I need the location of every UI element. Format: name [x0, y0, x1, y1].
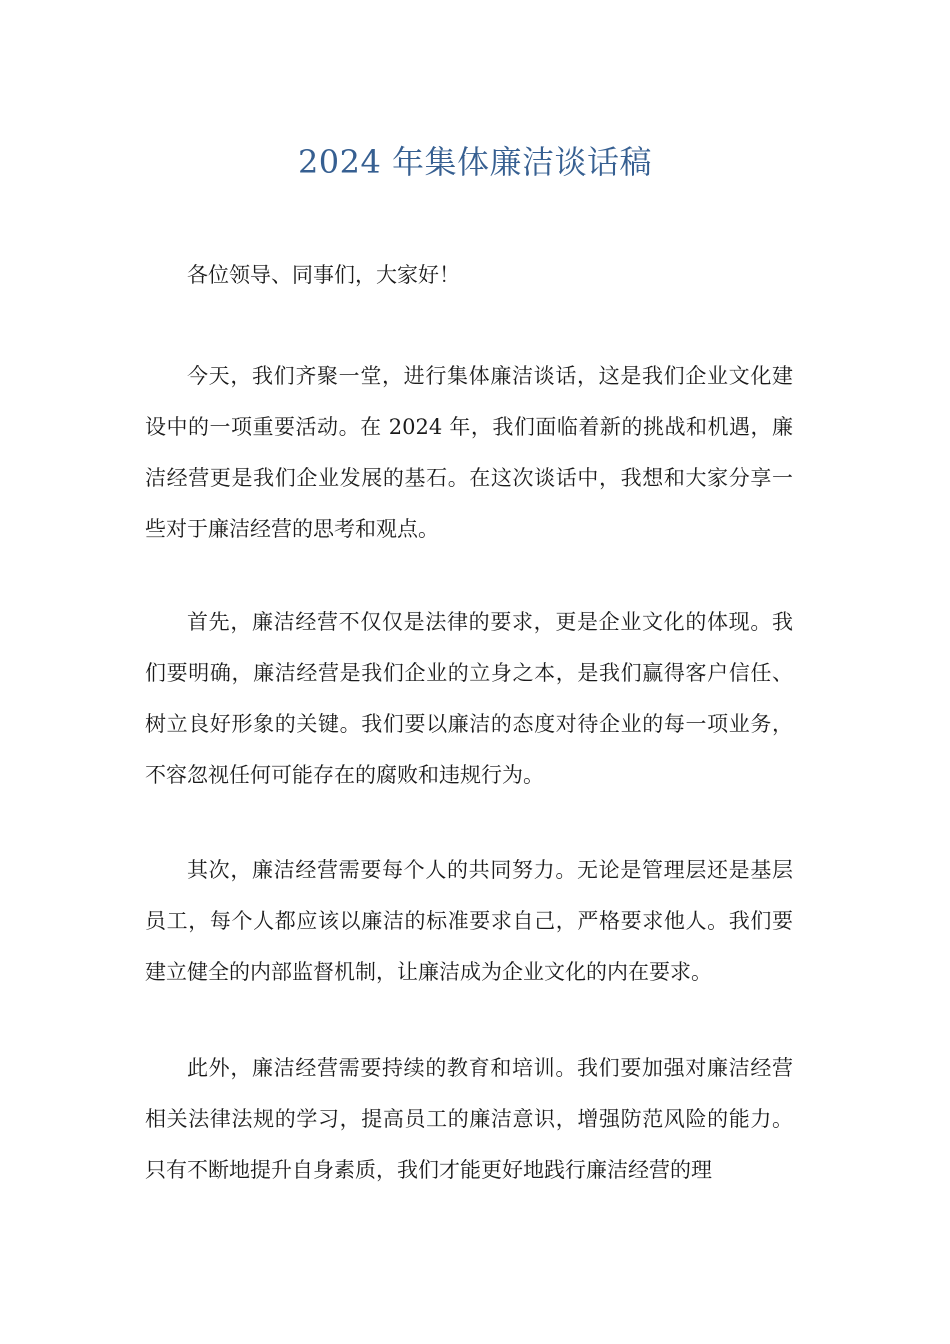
document-title: 2024 年集体廉洁谈话稿: [297, 143, 653, 181]
paragraph-greeting: 各位领导、同事们，大家好！: [187, 263, 460, 287]
paragraph-third-point: 此外，廉洁经营需要持续的教育和培训。我们要加强对廉洁经营相关法律法规的学习，提高员工的廉洁意识，增强防范风险的能力。只有不断地提升自身素质，我们才能更好地践行廉洁经营的理: [145, 1056, 793, 1182]
paragraph-first-point: 首先，廉洁经营不仅仅是法律的要求，更是企业文化的体现。我们要明确，廉洁经营是我们企业的立身之本，是我们赢得客户信任、树立良好形象的关键。我们要以廉洁的态度对待企业的每一项业务，不容忽视任何可能存在的腐败和违规行为。: [145, 610, 793, 787]
paragraph-intro: 今天，我们齐聚一堂，进行集体廉洁谈话，这是我们企业文化建设中的一项重要活动。在 2024 年，我们面临着新的挑战和机遇，廉洁经营更是我们企业发展的基石。在这次谈话中，我想和大家分享一些对于廉洁经营的思考和观点。: [145, 364, 793, 541]
paragraph-second-point: 其次，廉洁经营需要每个人的共同努力。无论是管理层还是基层员工，每个人都应该以廉洁的标准要求自己，严格要求他人。我们要建立健全的内部监督机制，让廉洁成为企业文化的内在要求。: [145, 858, 793, 984]
